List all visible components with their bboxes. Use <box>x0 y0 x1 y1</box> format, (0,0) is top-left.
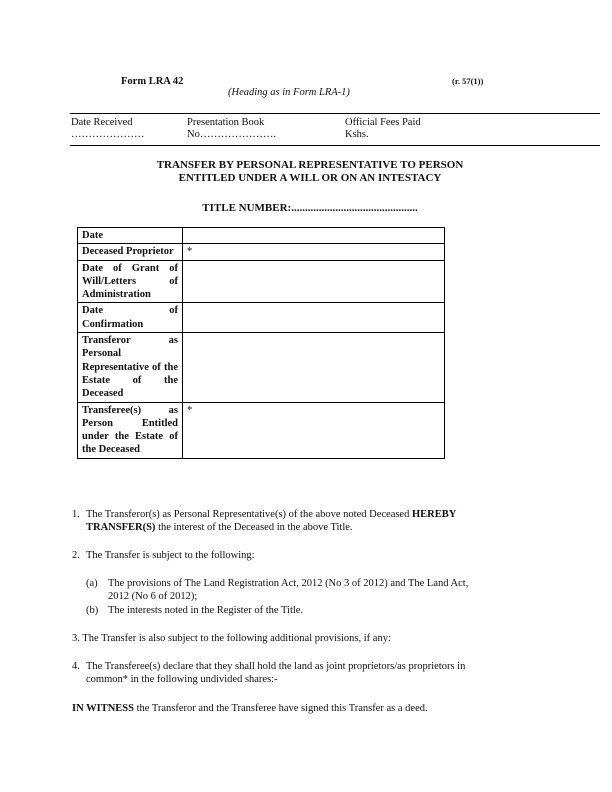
presentation-book-field <box>187 117 276 141</box>
row-value-date-of-confirmation[interactable] <box>183 303 445 333</box>
clause-2-text: The Transfer is subject to the following: <box>86 550 255 561</box>
clause-1-bold-b: TRANSFER(S) <box>86 522 156 533</box>
clause-2a-label: (a) <box>86 578 98 589</box>
date-received-field <box>71 117 145 141</box>
clause-1-bold-a: HEREBY <box>411 509 457 520</box>
clause-2b-label: (b) <box>86 605 99 616</box>
presentation-book-value: No…………………. <box>187 129 276 140</box>
clause-2a-text-2: 2012 (No 6 of 2012); <box>108 591 198 602</box>
clause-2b-text: The interests noted in the Register of the Title. <box>108 605 304 616</box>
clause-1-text-b: the interest of the Deceased in the above Title. <box>158 522 353 533</box>
row-label-deceased-proprietor: Deceased Proprietor <box>78 244 183 260</box>
form-number: Form LRA 42 <box>121 76 184 87</box>
table-row <box>78 228 445 244</box>
official-fees-field <box>345 117 421 141</box>
title-number: TITLE NUMBER:.............................................. <box>202 202 418 214</box>
presentation-book-label: Presentation Book <box>187 117 265 128</box>
clause-2-number: 2. <box>72 550 80 561</box>
table-row <box>78 244 445 260</box>
header-rule-top <box>70 113 600 114</box>
row-label-date: Date <box>78 228 183 244</box>
clause-2a <box>108 577 468 603</box>
table-row <box>78 402 445 458</box>
witness-bold: IN WITNESS <box>72 703 134 714</box>
row-label-date-of-confirmation: Date of Confirmation <box>78 303 183 333</box>
clause-4-text-2: common* in the following undivided shares:- <box>86 674 278 685</box>
witness-text: the Transferor and the Transferee have signed this Transfer as a deed. <box>136 703 428 714</box>
official-fees-label: Official Fees Paid <box>345 117 421 128</box>
clause-1 <box>86 508 556 534</box>
transfer-details-table <box>77 227 445 459</box>
row-value-date[interactable] <box>183 228 445 244</box>
header-rule-bottom <box>70 145 600 146</box>
official-fees-value: Kshs. <box>345 129 369 140</box>
clause-4 <box>86 660 465 686</box>
date-received-label: Date Received <box>71 117 133 128</box>
clause-2a-text-1: The provisions of The Land Registration Act, 2012 (No 3 of 2012) and The Land Act, <box>108 578 469 589</box>
row-value-deceased-proprietor[interactable]: * <box>183 244 445 260</box>
clause-4-number: 4. <box>72 661 80 672</box>
title-line-1: TRANSFER BY PERSONAL REPRESENTATIVE TO PERSON <box>156 159 464 171</box>
table-row <box>78 303 445 333</box>
witness-clause <box>72 702 428 715</box>
row-value-date-of-grant[interactable] <box>183 260 445 303</box>
title-line-2: ENTITLED UNDER A WILL OR ON AN INTESTACY <box>178 172 442 184</box>
document-title <box>60 159 560 185</box>
row-value-transferor[interactable] <box>183 333 445 402</box>
row-label-transferor: Transferor as Personal Representative of the Estate of the Deceased <box>78 333 183 402</box>
rule-reference: (r. 57(1)) <box>452 76 484 86</box>
clause-1-text-a: The Transferor(s) as Personal Representative(s) of the above noted Deceased <box>86 509 410 520</box>
clause-4-text-1: The Transferee(s) declare that they shall hold the land as joint proprietors/as proprietors in <box>86 661 466 672</box>
table-row <box>78 260 445 303</box>
row-value-transferees[interactable]: * <box>183 402 445 458</box>
date-received-value: ………………… <box>71 129 145 140</box>
table-row <box>78 333 445 402</box>
row-label-transferees: Transferee(s) as Person Entitled under the Estate of the Deceased <box>78 402 183 458</box>
clause-3-text: 3. The Transfer is also subject to the following additional provisions, if any: <box>72 633 391 644</box>
row-label-date-of-grant: Date of Grant of Will/Letters of Administration <box>78 260 183 303</box>
clause-1-number: 1. <box>72 509 80 520</box>
heading-note: (Heading as in Form LRA-1) <box>228 87 350 98</box>
